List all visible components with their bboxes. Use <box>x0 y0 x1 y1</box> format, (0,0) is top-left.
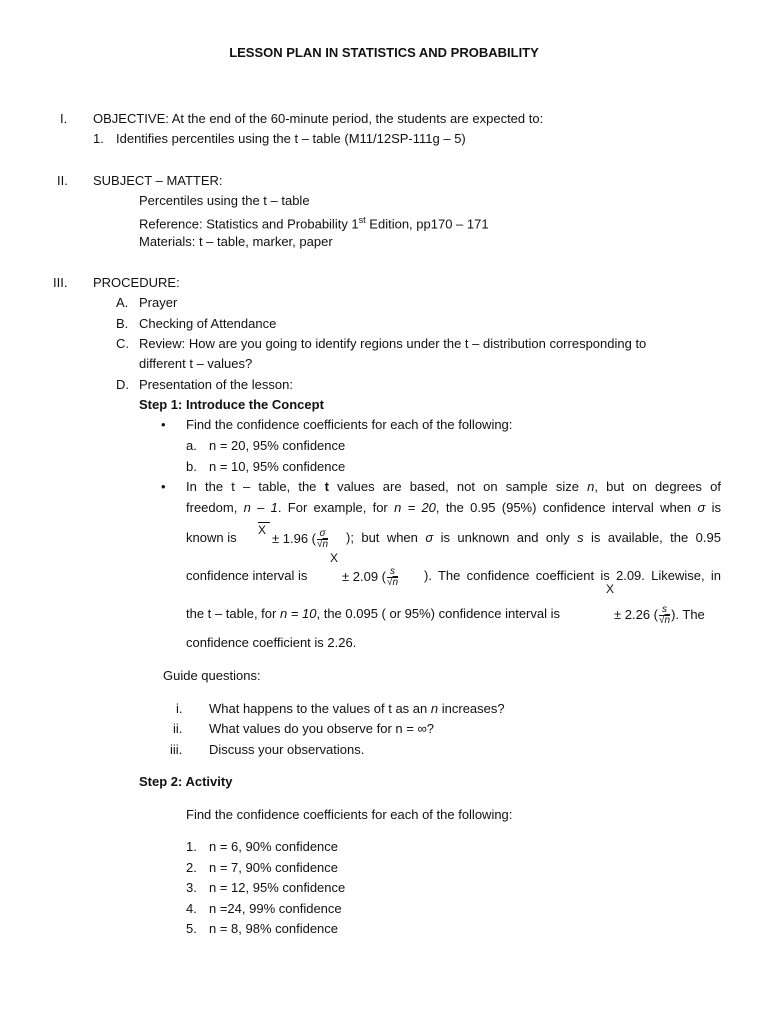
step1-paragraph-line3 <box>346 529 721 546</box>
x-letter: X <box>258 523 267 537</box>
guide-question-1 <box>209 700 505 717</box>
bullet-icon: • <box>161 479 166 494</box>
procedure-attendance: Checking of Attendance <box>139 316 277 331</box>
step1-paragraph-line6: confidence coefficient is 2.26. <box>186 635 357 650</box>
text-span: freedom, <box>186 500 238 515</box>
procedure-label-d: D. <box>116 377 129 392</box>
step2-item-5: n = 8, 98% confidence <box>209 921 339 936</box>
fraction-denominator <box>659 616 670 626</box>
n-symbol: n <box>392 577 399 588</box>
objective-text: OBJECTIVE: At the end of the 60-minute period, the students are expected to: <box>93 111 544 126</box>
text-span: values are based, not on sample size <box>337 479 579 494</box>
step1-paragraph-line2 <box>186 499 721 516</box>
guide-label-iii: iii. <box>170 742 183 757</box>
n-value: n = 20 <box>394 500 436 515</box>
text-span: is available, the 0.95 <box>591 530 721 545</box>
guide-label-i: i. <box>176 701 183 716</box>
reference-text: Reference: Statistics and Probability 1 <box>139 216 359 232</box>
step1-label-a: a. <box>186 438 197 453</box>
t-symbol: t <box>324 479 329 494</box>
step1-heading: Step 1: Introduce the Concept <box>139 397 324 412</box>
sigma-over-root-n <box>317 529 328 550</box>
fraction-numerator: s <box>387 567 398 578</box>
page-title: LESSON PLAN IN STATISTICS AND PROBABILITY <box>229 45 539 60</box>
text-span: ± 2.09 ( <box>342 568 386 584</box>
n-symbol: n <box>430 701 439 716</box>
step2-label-2: 2. <box>186 860 197 875</box>
x-symbol <box>606 583 614 595</box>
fraction-denominator <box>317 540 328 550</box>
n-symbol: n <box>587 479 595 494</box>
text-span: the t – table, for <box>186 606 277 621</box>
text-span: , the 0.95 (95%) confidence interval when <box>435 500 692 515</box>
step2-item-1: n = 6, 90% confidence <box>209 839 339 854</box>
guide-question-2: What values do you observe for n = ∞? <box>209 721 434 736</box>
sqrt-icon: √ <box>659 615 665 626</box>
subject-heading: SUBJECT – MATTER: <box>93 173 223 188</box>
section-numeral-ii: II. <box>57 173 68 188</box>
fraction-numerator: s <box>659 605 670 616</box>
procedure-label-c: C. <box>116 336 129 351</box>
procedure-review-line2: different t – values? <box>139 356 253 371</box>
step2-label-1: 1. <box>186 839 197 854</box>
section-numeral-iii: III. <box>53 275 68 290</box>
procedure-label-a: A. <box>116 295 129 310</box>
s-over-root-n <box>387 567 398 588</box>
procedure-prayer: Prayer <box>139 295 178 310</box>
subject-reference <box>139 212 489 232</box>
text-span: ± 2.26 ( <box>614 606 658 622</box>
step2-intro: Find the confidence coefficients for each of the following: <box>186 807 513 822</box>
step1-label-b: b. <box>186 459 197 474</box>
text-span: . For example, for <box>277 500 388 515</box>
x-letter: X <box>606 582 615 596</box>
sqrt-icon: √ <box>317 539 323 550</box>
step2-heading: Step 2: Activity <box>139 774 233 789</box>
step1-item-a: n = 20, 95% confidence <box>209 438 346 453</box>
procedure-presentation: Presentation of the lesson: <box>139 377 293 392</box>
step2-item-4: n =24, 99% confidence <box>209 901 342 916</box>
objective-item: Identifies percentiles using the t – table (M11/12SP-111g – 5) <box>116 131 466 146</box>
sqrt-icon: √ <box>387 577 393 588</box>
n-symbol: n <box>664 615 671 626</box>
step1-formula-196 <box>272 529 329 550</box>
n-symbol: n <box>322 539 329 550</box>
text-span: What happens to the values of t as an <box>209 701 428 716</box>
text-span: In the t – table, the <box>186 479 317 494</box>
step1-paragraph-line1 <box>186 478 721 495</box>
sigma-symbol: σ <box>425 530 434 545</box>
text-span: ). The <box>671 606 705 622</box>
fraction-denominator <box>387 578 398 588</box>
subject-topic: Percentiles using the t – table <box>139 193 310 208</box>
step1-known-is: known is <box>186 530 237 545</box>
subject-materials: Materials: t – table, marker, paper <box>139 234 333 249</box>
step1-formula-226 <box>614 605 705 626</box>
step2-label-5: 5. <box>186 921 197 936</box>
step1-ci-is: confidence interval is <box>186 568 308 583</box>
bullet-icon: • <box>161 417 166 432</box>
guide-label-ii: ii. <box>173 721 183 736</box>
step1-item-b: n = 10, 95% confidence <box>209 459 346 474</box>
procedure-label-b: B. <box>116 316 129 331</box>
x-symbol <box>330 552 338 564</box>
text-span: ); but when <box>346 530 418 545</box>
procedure-heading: PROCEDURE: <box>93 275 180 290</box>
procedure-review-line1: Review: How are you going to identify regions under the t – distribution corresponding to <box>139 336 647 351</box>
text-span: increases? <box>441 701 505 716</box>
text-span: is <box>711 500 721 515</box>
objective-item-number: 1. <box>93 131 104 146</box>
section-numeral-i: I. <box>60 111 68 126</box>
text-span: , but on degrees of <box>594 479 721 494</box>
text-span: , the 0.095 ( or 95%) confidence interval is <box>316 606 561 621</box>
step2-label-3: 3. <box>186 880 197 895</box>
step2-label-4: 4. <box>186 901 197 916</box>
step2-item-3: n = 12, 95% confidence <box>209 880 346 895</box>
step1-formula-209 <box>342 567 399 588</box>
step1-paragraph-line5 <box>186 605 560 622</box>
reference-edition: Edition, pp170 – 171 <box>365 216 489 232</box>
step1-bullet1: Find the confidence coefficients for each of the following: <box>186 417 513 432</box>
reference-superscript: st <box>358 215 366 225</box>
step2-item-2: n = 7, 90% confidence <box>209 860 339 875</box>
degrees-of-freedom: n – 1 <box>243 500 278 515</box>
text-span: ± 1.96 ( <box>272 530 316 546</box>
text-span: is unknown and only <box>440 530 570 545</box>
s-symbol: s <box>577 530 584 545</box>
s-over-root-n <box>659 605 670 626</box>
guide-question-3: Discuss your observations. <box>209 742 365 757</box>
sigma-symbol: σ <box>697 500 706 515</box>
n-value: n = 10 <box>279 606 317 621</box>
x-letter: X <box>330 551 339 565</box>
step1-paragraph-line4: ). The confidence coefficient is 2.09. Likewise, in <box>424 568 721 583</box>
x-bar-symbol <box>258 522 270 536</box>
guide-heading: Guide questions: <box>163 668 261 683</box>
fraction-numerator: σ <box>317 529 328 540</box>
